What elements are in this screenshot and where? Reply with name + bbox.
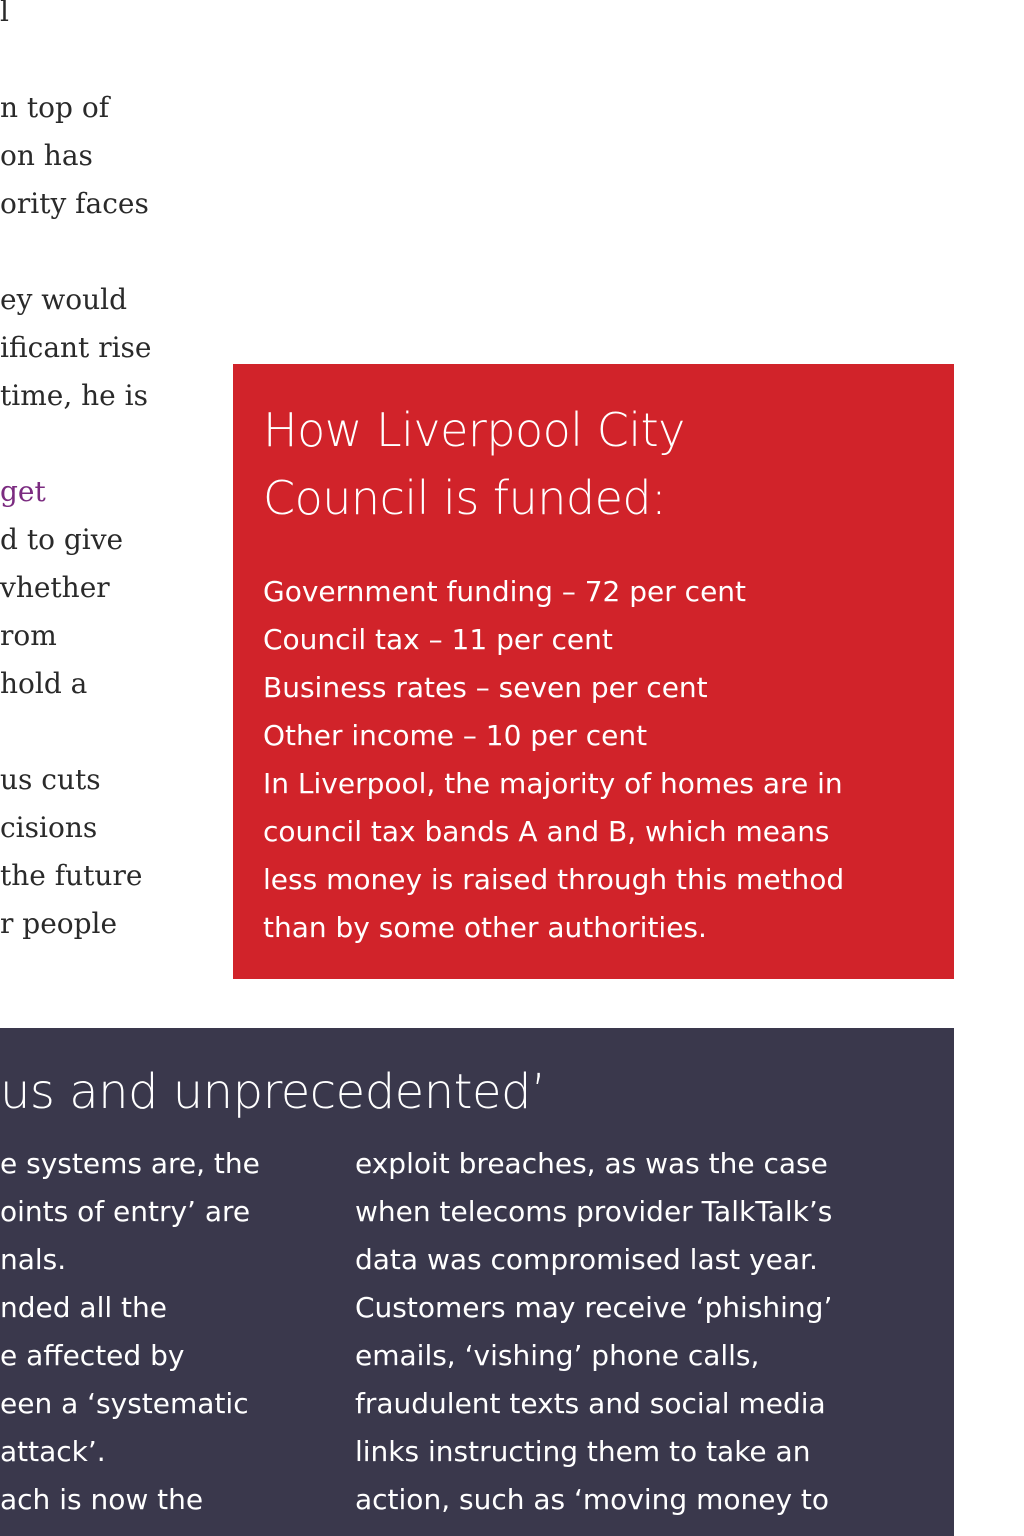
article-line: ificant rise [0,331,152,364]
fact-line: Other income – 10 per cent [263,719,648,752]
article-line: cisions [0,811,98,844]
sidebar-line: e systems are, the [0,1147,260,1180]
sidebar-line: fraudulent texts and social media [355,1387,826,1420]
sidebar-line: when telecoms provider TalkTalk’s [355,1195,833,1228]
sidebar-line: exploit breaches, as was the case [355,1147,828,1180]
fact-line: less money is raised through this method [263,863,845,896]
infobox-title-line: How Liverpool City [263,403,685,457]
sidebar-line: Customers may receive ‘phishing’ [355,1291,833,1324]
article-line: time, he is [0,379,148,412]
sidebar-line: een a ‘systematic [0,1387,249,1420]
article-line: l [0,0,9,28]
fact-line: Government funding – 72 per cent [263,575,747,608]
infobox-title-line: Council is funded: [263,471,667,525]
article-line: ority faces [0,187,149,220]
infobox-title [263,396,924,532]
sidebar-line: ach is now the [0,1483,204,1516]
article-line: rom [0,619,57,652]
fact-line: Council tax – 11 per cent [263,623,613,656]
sidebar-line: nals. [0,1243,67,1276]
article-line: on has [0,139,93,172]
sidebar-line: e affected by [0,1339,185,1372]
sidebar-right-column [355,1140,832,1524]
sidebar-line: nded all the [0,1291,167,1324]
funding-infobox [233,364,954,979]
article-line: us cuts [0,763,101,796]
infobox-facts [263,568,924,952]
article-line: n top of [0,91,110,124]
sidebar-line: oints of entry’ are [0,1195,251,1228]
fact-line: Business rates – seven per cent [263,671,708,704]
article-line: hold a [0,667,88,700]
sidebar-line: attack’. [0,1435,106,1468]
fact-line: council tax bands A and B, which means [263,815,830,848]
sidebar-line: data was compromised last year. [355,1243,818,1276]
sidebar-heading: us and unprecedented’ [0,1064,546,1120]
sidebar-line: action, such as ‘moving money to [355,1483,830,1516]
sidebar-article-box [0,1028,954,1536]
article-line: the future [0,859,143,892]
sidebar-line: emails, ‘vishing’ phone calls, [355,1339,760,1372]
sidebar-left-column [0,1140,260,1524]
article-line: r people [0,907,118,940]
article-line: d to give [0,523,124,556]
fact-line: than by some other authorities. [263,911,707,944]
article-line: ey would [0,283,128,316]
article-line: vhether [0,571,110,604]
sidebar-line: links instructing them to take an [355,1435,811,1468]
article-link[interactable]: get [0,475,46,508]
fact-line: In Liverpool, the majority of homes are in [263,767,843,800]
